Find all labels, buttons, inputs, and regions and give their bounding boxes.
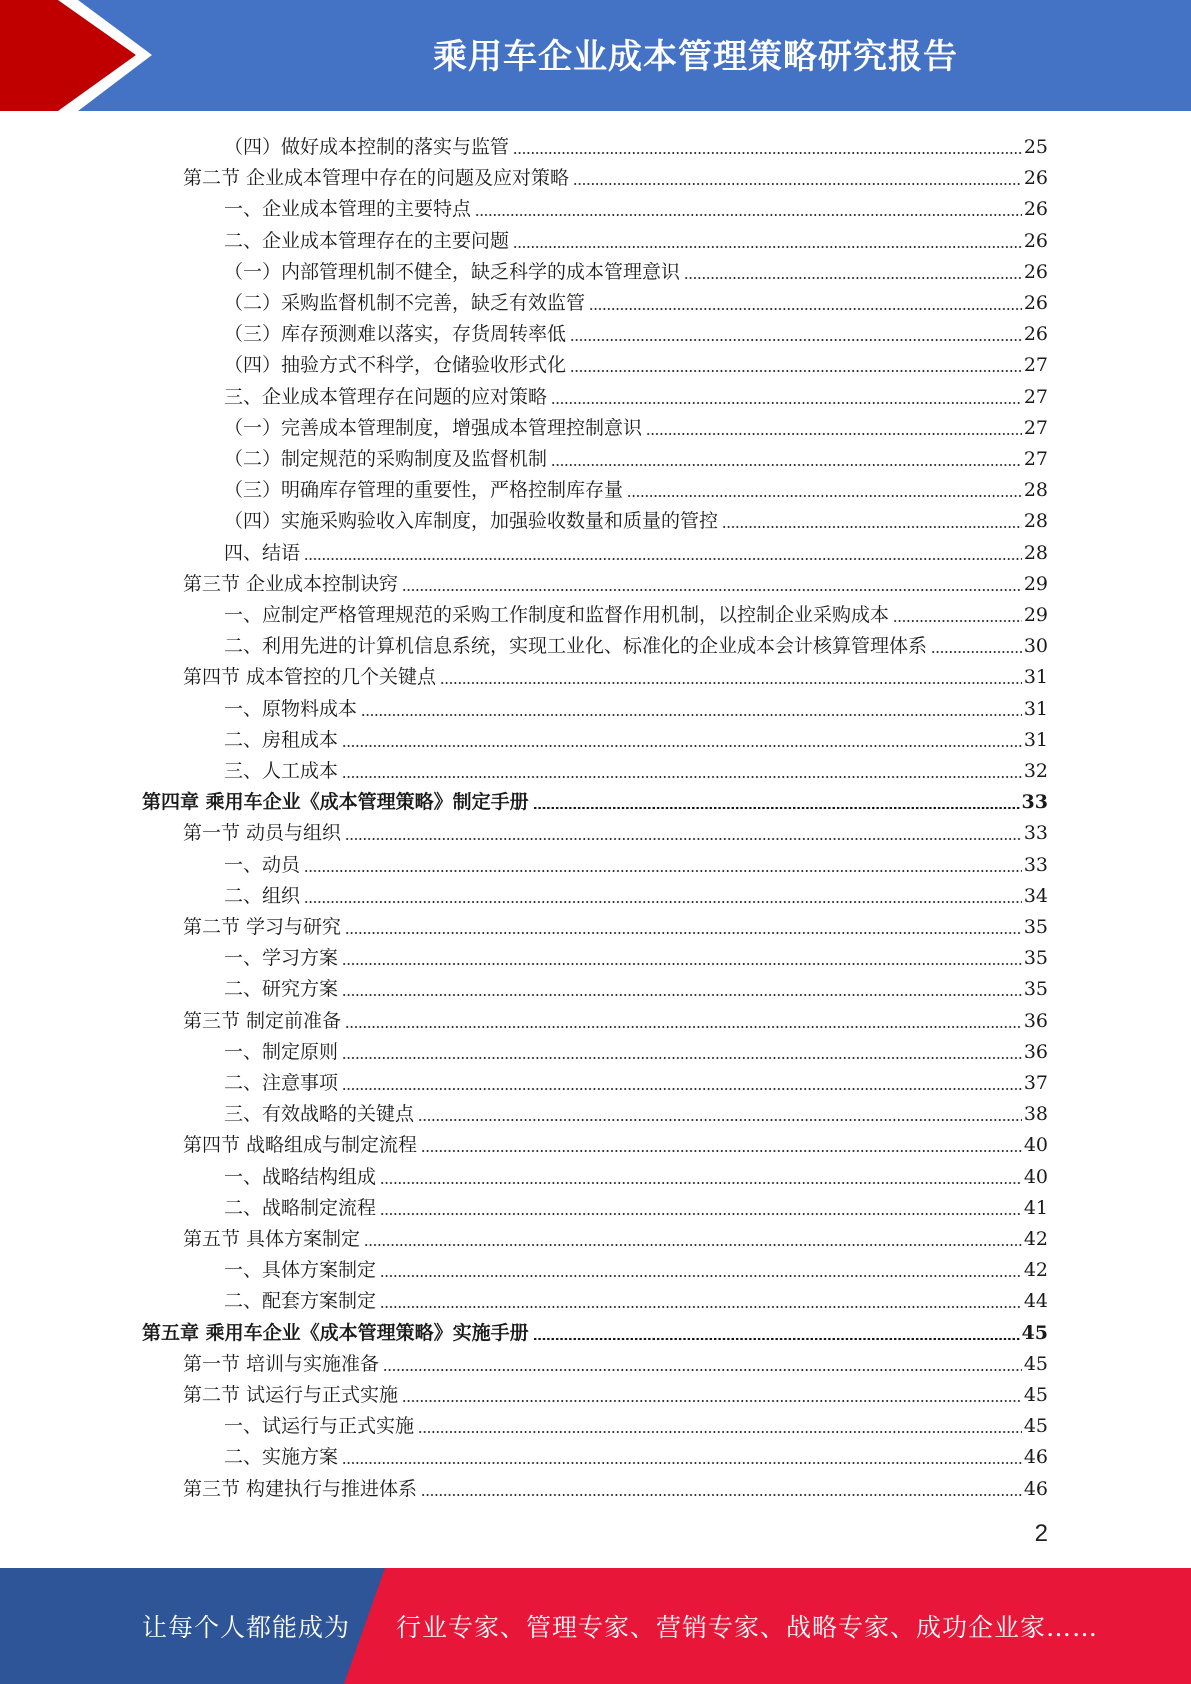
toc-entry[interactable] bbox=[224, 253, 1048, 284]
toc-entry-title: 一、学习方案 bbox=[224, 947, 339, 970]
toc-entry-title: （二）制定规范的采购制度及监督机制 bbox=[224, 448, 548, 470]
toc-dot-leader bbox=[533, 807, 1020, 809]
toc-entry[interactable] bbox=[183, 159, 1048, 190]
toc-entry-title: （四）做好成本控制的落实与监管 bbox=[224, 136, 510, 158]
toc-dot-leader bbox=[722, 526, 1022, 528]
toc-entry-page: 41 bbox=[1023, 1196, 1048, 1219]
toc-entry[interactable] bbox=[224, 1282, 1048, 1313]
toc-entry-title: 一、企业成本管理的主要特点 bbox=[224, 198, 472, 221]
toc-entry-title: 第五章 乘用车企业《成本管理策略》实施手册 bbox=[142, 1321, 529, 1344]
toc-dot-leader bbox=[383, 1369, 1022, 1371]
toc-dot-leader bbox=[627, 495, 1022, 497]
toc-entry-page: 45 bbox=[1023, 1384, 1048, 1406]
toc-entry-page: 34 bbox=[1023, 884, 1048, 907]
toc-entry[interactable] bbox=[183, 814, 1048, 845]
toc-entry-page: 27 bbox=[1023, 448, 1048, 470]
toc-entry-title: （一）内部管理机制不健全，缺乏科学的成本管理意识 bbox=[224, 260, 681, 283]
toc-entry-page: 33 bbox=[1021, 791, 1048, 814]
toc-entry[interactable] bbox=[224, 846, 1048, 877]
toc-dot-leader bbox=[418, 1431, 1022, 1433]
toc-dot-leader bbox=[513, 152, 1022, 154]
toc-dot-leader bbox=[304, 901, 1022, 903]
toc-entry[interactable] bbox=[183, 1470, 1048, 1501]
toc-entry-page: 42 bbox=[1023, 1228, 1048, 1250]
toc-entry[interactable] bbox=[224, 346, 1048, 377]
toc-entry-title: 第二节 试运行与正式实施 bbox=[183, 1384, 399, 1406]
toc-entry-page: 28 bbox=[1023, 510, 1048, 533]
toc-entry-page: 25 bbox=[1023, 136, 1048, 158]
toc-entry[interactable] bbox=[224, 1438, 1048, 1469]
toc-entry-page: 40 bbox=[1023, 1134, 1048, 1157]
toc-entry-title: 第五节 具体方案制定 bbox=[183, 1228, 361, 1250]
header-band bbox=[0, 0, 1191, 111]
toc-entry-page: 26 bbox=[1023, 167, 1048, 190]
toc-entry-title: 三、有效战略的关键点 bbox=[224, 1103, 415, 1126]
toc-entry-title: 二、利用先进的计算机信息系统，实现工业化、标准化的企业成本会计核算管理体系 bbox=[224, 635, 928, 658]
toc-entry[interactable] bbox=[224, 502, 1048, 533]
toc-dot-leader bbox=[304, 558, 1022, 560]
toc-entry-page: 31 bbox=[1023, 697, 1048, 720]
toc-entry-page: 42 bbox=[1023, 1259, 1048, 1282]
toc-entry-title: 二、房租成本 bbox=[224, 728, 339, 751]
toc-entry-title: 二、研究方案 bbox=[224, 978, 339, 1001]
toc-entry[interactable] bbox=[224, 409, 1048, 440]
toc-dot-leader bbox=[513, 246, 1022, 248]
toc-entry-page: 27 bbox=[1023, 416, 1048, 439]
toc-dot-leader bbox=[646, 433, 1022, 435]
toc-dot-leader bbox=[551, 402, 1022, 404]
toc-dot-leader bbox=[475, 214, 1022, 216]
page-number: 2 bbox=[1034, 1520, 1048, 1547]
toc-entry[interactable] bbox=[224, 1033, 1048, 1064]
toc-entry-title: 第三节 企业成本控制诀窍 bbox=[183, 572, 399, 595]
toc-entry[interactable] bbox=[183, 1002, 1048, 1033]
toc-dot-leader bbox=[589, 308, 1022, 310]
toc-dot-leader bbox=[345, 838, 1022, 840]
toc-entry[interactable] bbox=[183, 1126, 1048, 1157]
toc-entry[interactable] bbox=[224, 222, 1048, 253]
toc-entry-page: 31 bbox=[1023, 728, 1048, 751]
toc-dot-leader bbox=[421, 1494, 1022, 1496]
toc-dot-leader bbox=[380, 1213, 1022, 1215]
toc-dot-leader bbox=[342, 1462, 1022, 1464]
toc-entry-title: 二、配套方案制定 bbox=[224, 1290, 377, 1313]
toc-entry-title: （二）采购监督机制不完善，缺乏有效监管 bbox=[224, 292, 586, 314]
toc-dot-leader bbox=[418, 1119, 1022, 1121]
toc-entry-page: 36 bbox=[1023, 1040, 1048, 1063]
toc-entry[interactable] bbox=[224, 190, 1048, 221]
toc-dot-leader bbox=[573, 183, 1022, 185]
toc-entry-page: 37 bbox=[1023, 1072, 1048, 1094]
toc-dot-leader bbox=[380, 1306, 1022, 1308]
toc-dot-leader bbox=[342, 963, 1022, 965]
toc-entry[interactable] bbox=[224, 1158, 1048, 1189]
toc-entry-page: 28 bbox=[1023, 541, 1048, 564]
toc-entry-title: 第三节 构建执行与推进体系 bbox=[183, 1477, 418, 1500]
toc-entry-page: 40 bbox=[1023, 1165, 1048, 1188]
toc-entry-page: 35 bbox=[1023, 978, 1048, 1001]
toc-entry[interactable] bbox=[224, 690, 1048, 721]
footer-slogan-left: 让每个人都能成为 bbox=[142, 1613, 351, 1642]
toc-entry-title: （三）明确库存管理的重要性，严格控制库存量 bbox=[224, 479, 624, 502]
toc-entry[interactable] bbox=[224, 877, 1048, 908]
toc-entry-page: 31 bbox=[1023, 666, 1048, 689]
toc-entry[interactable] bbox=[224, 627, 1048, 658]
toc-entry-page: 26 bbox=[1023, 260, 1048, 283]
toc-entry-title: 第四章 乘用车企业《成本管理策略》制定手册 bbox=[142, 791, 529, 814]
toc-entry-title: 第二节 企业成本管理中存在的问题及应对策略 bbox=[183, 167, 570, 190]
toc-dot-leader bbox=[361, 714, 1022, 716]
toc-entry[interactable] bbox=[224, 534, 1048, 565]
toc-entry-title: 第二节 学习与研究 bbox=[183, 916, 342, 938]
toc-dot-leader bbox=[342, 776, 1022, 778]
toc-entry-page: 36 bbox=[1023, 1009, 1048, 1032]
toc-entry[interactable] bbox=[224, 1064, 1048, 1095]
toc-dot-leader bbox=[342, 1088, 1022, 1090]
toc-entry-title: 三、企业成本管理存在问题的应对策略 bbox=[224, 385, 548, 408]
toc-entry[interactable] bbox=[224, 471, 1048, 502]
toc-entry[interactable] bbox=[224, 284, 1048, 315]
toc-dot-leader bbox=[570, 339, 1022, 341]
toc-dot-leader bbox=[931, 651, 1022, 653]
toc-entry-title: 一、战略结构组成 bbox=[224, 1165, 377, 1188]
toc-entry-title: 一、具体方案制定 bbox=[224, 1259, 377, 1282]
toc-entry[interactable] bbox=[224, 440, 1048, 471]
toc-entry-title: 一、应制定严格管理规范的采购工作制度和监督作用机制，以控制企业采购成本 bbox=[224, 604, 890, 626]
toc-entry-page: 26 bbox=[1023, 323, 1048, 346]
toc-entry-page: 28 bbox=[1023, 479, 1048, 502]
toc-entry-page: 46 bbox=[1023, 1446, 1048, 1469]
toc-entry[interactable] bbox=[224, 1189, 1048, 1220]
toc-entry[interactable] bbox=[224, 128, 1048, 159]
toc-entry[interactable] bbox=[183, 658, 1048, 689]
toc-entry-page: 30 bbox=[1023, 635, 1048, 658]
toc-entry-page: 45 bbox=[1021, 1321, 1048, 1344]
toc-dot-leader bbox=[304, 870, 1022, 872]
report-title: 乘用车企业成本管理策略研究报告 bbox=[433, 36, 958, 77]
toc-dot-leader bbox=[551, 464, 1022, 466]
toc-entry-title: 一、动员 bbox=[224, 853, 301, 876]
toc-entry-title: 二、组织 bbox=[224, 884, 301, 907]
toc-entry-page: 26 bbox=[1023, 292, 1048, 314]
toc-dot-leader bbox=[364, 1244, 1022, 1246]
toc-entry[interactable] bbox=[224, 596, 1048, 627]
toc-entry[interactable] bbox=[224, 315, 1048, 346]
toc-entry-title: （三）库存预测难以落实，存货周转率低 bbox=[224, 323, 567, 346]
toc-dot-leader bbox=[440, 682, 1022, 684]
toc-entry[interactable] bbox=[224, 1407, 1048, 1438]
toc-dot-leader bbox=[380, 1275, 1022, 1277]
toc-dot-leader bbox=[684, 277, 1022, 279]
footer-slogan-right: 行业专家、管理专家、营销专家、战略专家、成功企业家…… bbox=[396, 1613, 1099, 1642]
toc-dot-leader bbox=[342, 745, 1022, 747]
toc-entry[interactable] bbox=[183, 1345, 1048, 1376]
toc-entry-title: 一、试运行与正式实施 bbox=[224, 1415, 415, 1438]
toc-entry[interactable] bbox=[224, 721, 1048, 752]
toc-entry[interactable] bbox=[183, 908, 1048, 939]
toc-entry-page: 26 bbox=[1023, 229, 1048, 252]
toc-entry-title: 第一节 培训与实施准备 bbox=[183, 1352, 380, 1375]
toc-entry[interactable] bbox=[183, 1220, 1048, 1251]
toc-entry[interactable] bbox=[224, 970, 1048, 1001]
toc-entry-page: 45 bbox=[1023, 1415, 1048, 1438]
toc-entry-title: 二、战略制定流程 bbox=[224, 1196, 377, 1219]
toc-entry[interactable] bbox=[224, 378, 1048, 409]
toc-entry-title: （一）完善成本管理制度，增强成本管理控制意识 bbox=[224, 416, 643, 439]
toc-entry-page: 27 bbox=[1023, 385, 1048, 408]
toc-dot-leader bbox=[380, 1182, 1022, 1184]
toc-entry-title: 一、原物料成本 bbox=[224, 697, 358, 720]
toc-dot-leader bbox=[342, 1057, 1022, 1059]
toc-entry-page: 29 bbox=[1023, 572, 1048, 595]
toc-entry-page: 32 bbox=[1023, 760, 1048, 782]
toc-entry-page: 35 bbox=[1023, 916, 1048, 938]
toc-dot-leader bbox=[402, 589, 1022, 591]
toc-entry-title: 四、结语 bbox=[224, 541, 301, 564]
toc-entry-title: 第一节 动员与组织 bbox=[183, 822, 342, 845]
toc-entry[interactable] bbox=[224, 939, 1048, 970]
toc-dot-leader bbox=[402, 1400, 1022, 1402]
toc-entry[interactable] bbox=[142, 1314, 1048, 1345]
toc-entry-title: 第三节 制定前准备 bbox=[183, 1009, 342, 1032]
toc-dot-leader bbox=[345, 932, 1022, 934]
toc-entry-page: 29 bbox=[1023, 604, 1048, 626]
toc-dot-leader bbox=[345, 1026, 1022, 1028]
toc-entry-page: 33 bbox=[1023, 822, 1048, 845]
footer-band bbox=[0, 1568, 1191, 1684]
toc-entry-page: 26 bbox=[1023, 198, 1048, 221]
toc-entry-title: （四）抽验方式不科学，仓储验收形式化 bbox=[224, 354, 567, 377]
toc-entry-page: 27 bbox=[1023, 354, 1048, 377]
toc-entry[interactable] bbox=[224, 1251, 1048, 1282]
toc-entry[interactable] bbox=[142, 783, 1048, 814]
toc-entry-page: 38 bbox=[1023, 1103, 1048, 1126]
toc-entry-page: 46 bbox=[1023, 1477, 1048, 1500]
toc-entry-page: 33 bbox=[1023, 853, 1048, 876]
toc-entry-page: 45 bbox=[1023, 1352, 1048, 1375]
toc-entry[interactable] bbox=[224, 752, 1048, 783]
toc-dot-leader bbox=[533, 1338, 1020, 1340]
toc-entry-title: 二、注意事项 bbox=[224, 1072, 339, 1094]
toc-entry-title: 二、实施方案 bbox=[224, 1446, 339, 1469]
toc-entry-title: 三、人工成本 bbox=[224, 760, 339, 782]
toc-entry[interactable] bbox=[224, 1095, 1048, 1126]
toc-dot-leader bbox=[342, 994, 1022, 996]
toc-entry[interactable] bbox=[183, 565, 1048, 596]
toc-dot-leader bbox=[421, 1150, 1022, 1152]
toc-entry-title: 第四节 成本管控的几个关键点 bbox=[183, 666, 437, 689]
toc-entry[interactable] bbox=[183, 1376, 1048, 1407]
toc-entry-title: 一、制定原则 bbox=[224, 1040, 339, 1063]
toc-dot-leader bbox=[570, 370, 1022, 372]
toc-dot-leader bbox=[893, 620, 1022, 622]
toc-entry-title: （四）实施采购验收入库制度，加强验收数量和质量的管控 bbox=[224, 510, 719, 533]
toc-entry-title: 二、企业成本管理存在的主要问题 bbox=[224, 229, 510, 252]
toc-entry-title: 第四节 战略组成与制定流程 bbox=[183, 1134, 418, 1157]
toc-entry-page: 44 bbox=[1023, 1290, 1048, 1313]
toc-entry-page: 35 bbox=[1023, 947, 1048, 970]
